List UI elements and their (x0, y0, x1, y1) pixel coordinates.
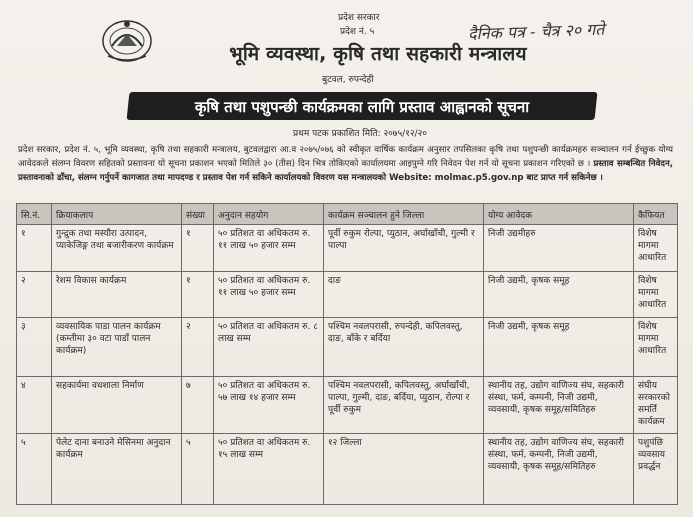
col-grant: अनुदान सहयोग (214, 204, 324, 225)
col-remarks: कैफियत (634, 204, 678, 225)
cell-grant: ५० प्रतिशत वा अधिकतम रु. ५७ लाख १४ हजार सम्म (214, 377, 324, 434)
col-activity: क्रियाकलाप (52, 204, 182, 225)
cell-grant: ५० प्रतिशत वा अधिकतम रु. ११ लाख ५० हजार सम्म (214, 271, 324, 318)
cell-remarks: विशेष मागमा आधारित (634, 225, 678, 272)
cell-districts: दाङ (324, 271, 484, 318)
cell-serial: २ (17, 271, 52, 318)
cell-remarks: पशुपंछि व्यवसाय प्रवर्द्धन (634, 433, 678, 504)
cell-count: ५ (182, 433, 214, 504)
col-serial: सि.नं. (17, 204, 52, 225)
cell-districts: १२ जिल्ला (324, 433, 484, 504)
cell-eligible: स्थानीय तह, उद्योग वाणिज्य संघ, सहकारी संस्था, फर्म, कम्पनी, निजी उद्यमी, व्यवसायी, कृषक समूह/समितिहरु (484, 433, 634, 504)
cell-count: ७ (182, 377, 214, 434)
cell-activity: सहकार्यमा वधशाला निर्माण (52, 377, 182, 434)
cell-count: १ (182, 225, 214, 272)
cell-serial: ४ (17, 377, 52, 434)
cell-remarks: विशेष मागमा आधारित (634, 318, 678, 377)
location-label: बुटवल, रुपन्देही (322, 75, 374, 85)
intro-text: प्रदेश सरकार, प्रदेश नं. ५, भूमि व्यवस्था, कृषि तथा सहकारी मन्त्रालय, बुटवलद्वारा आ.व २०७५/०७६ को स्वीकृत वार्षिक कार्यक्रम अनुसार तपसिलका कृषि तथा पशुपन्छी कार्यक्रमहरु सञ्चालन गर्न ईच्छुक योग्य आवेदकले संलग्न विवरण सहितको प्रस्तावना यो सूचना प्रकाशन भएको मितिले ३० (तीस) दिन भित्र तोकिएको कार्यालयमा आइपुग्ने गरि निवेदन पेश गर्न यो सूचना प्रकाशन गरिएको छ । (18, 145, 673, 169)
cell-grant: ५० प्रतिशत वा अधिकतम रु. १५ लाख सम्म (214, 433, 324, 504)
cell-remarks: संघीय सरकारको समर्ति कार्यक्रम (634, 377, 678, 434)
cell-grant: ५० प्रतिशत वा अधिकतम रु. ११ लाख ५० हजार सम्म (214, 225, 324, 272)
col-districts: कार्यक्रम सञ्चालन हुने जिल्ला (324, 204, 484, 225)
col-count: संख्या (182, 204, 214, 225)
cell-districts: पूर्वी रुकुम रोल्पा, प्युठान, अर्घाखाँची, गुल्मी र पाल्पा (324, 225, 484, 272)
cell-serial: १ (17, 225, 52, 272)
ministry-title: भूमि व्यवस्था, कृषि तथा सहकारी मन्त्रालय (229, 43, 527, 65)
table-row (17, 318, 678, 377)
cell-remarks: विशेष मागमा आधारित (634, 271, 678, 318)
table-row (17, 271, 678, 318)
cell-count: १ (182, 271, 214, 318)
notice-title: कृषि तथा पशुपन्छी कार्यक्रमका लागि प्रस्ताव आह्वानको सूचना (194, 98, 530, 116)
cell-activity: रेशम विकास कार्यक्रम (52, 271, 182, 318)
cell-eligible: निजी उद्यमी, कृषक समूह (484, 271, 634, 318)
cell-grant: ५० प्रतिशत वा अधिकतम रु. ८ लाख सम्म (214, 318, 324, 377)
intro-bold-text: प्रस्ताव सम्बन्धित निवेदन, प्रस्तावनाको ढाँचा, संलग्न गर्नुपर्ने कागजात तथा मापदण्ड र प्रस्ताव पेश गर्न सकिने कार्यालयको विवरण यस मन्त्रालयको Website: molmac.p5.gov.np बाट प्राप्त गर्न सकिनेछ । (18, 159, 673, 183)
cell-eligible: निजी उद्यमीहरु (484, 225, 634, 272)
cell-count: २ (182, 318, 214, 377)
cell-activity: पेलेट दाना बनाउने मेसिनमा अनुदान कार्यक्रम (52, 433, 182, 504)
cell-serial: ३ (17, 318, 52, 377)
table-row (17, 433, 678, 504)
nepal-emblem-icon (100, 16, 154, 64)
col-eligible: योग्य आवेदक (484, 204, 634, 225)
table-row (17, 225, 678, 272)
notice-intro (18, 143, 673, 185)
cell-districts: पश्चिम नवलपरासी, रुपन्देही, कपिलवस्तु, दाङ, बाँके र बर्दिया (324, 318, 484, 377)
program-table (16, 203, 678, 505)
cell-districts: पश्चिम नवलपरासी, कपिलवस्तु, अर्घाखाँची, पाल्पा, गुल्मी, दाङ, बर्दिया, प्युठान, रोल्पा र पूर्वी रुकुम (324, 377, 484, 434)
cell-eligible: निजी उद्यमी, कृषक समूह (484, 318, 634, 377)
province-label: प्रदेश नं. ५ (340, 27, 375, 37)
cell-serial: ५ (17, 433, 52, 504)
cell-activity: गुन्द्रुक तथा मस्यौरा उत्पादन, प्याकेजिङ्ग तथा बजारीकरण कार्यक्रम (52, 225, 182, 272)
government-label: प्रदेश सरकार (338, 13, 380, 23)
cell-eligible: स्थानीय तह, उद्योग वाणिज्य संघ, सहकारी संस्था, फर्म, कम्पनी, निजी उद्यमी, व्यवसायी, कृषक समूह/समितिहरु (484, 377, 634, 434)
table-header-row (17, 204, 678, 225)
cell-activity: व्यवसायिक पाडा पालन कार्यक्रम (कम्तीमा ३० वटा पाडाँ पालन कार्यक्रम) (52, 318, 182, 377)
published-date: प्रथम पटक प्रकाशित मिति: २०७५/१२/२० (293, 129, 427, 139)
table-row (17, 377, 678, 434)
handwritten-note: दैनिक पत्र - चैत्र २० गते (467, 19, 605, 44)
